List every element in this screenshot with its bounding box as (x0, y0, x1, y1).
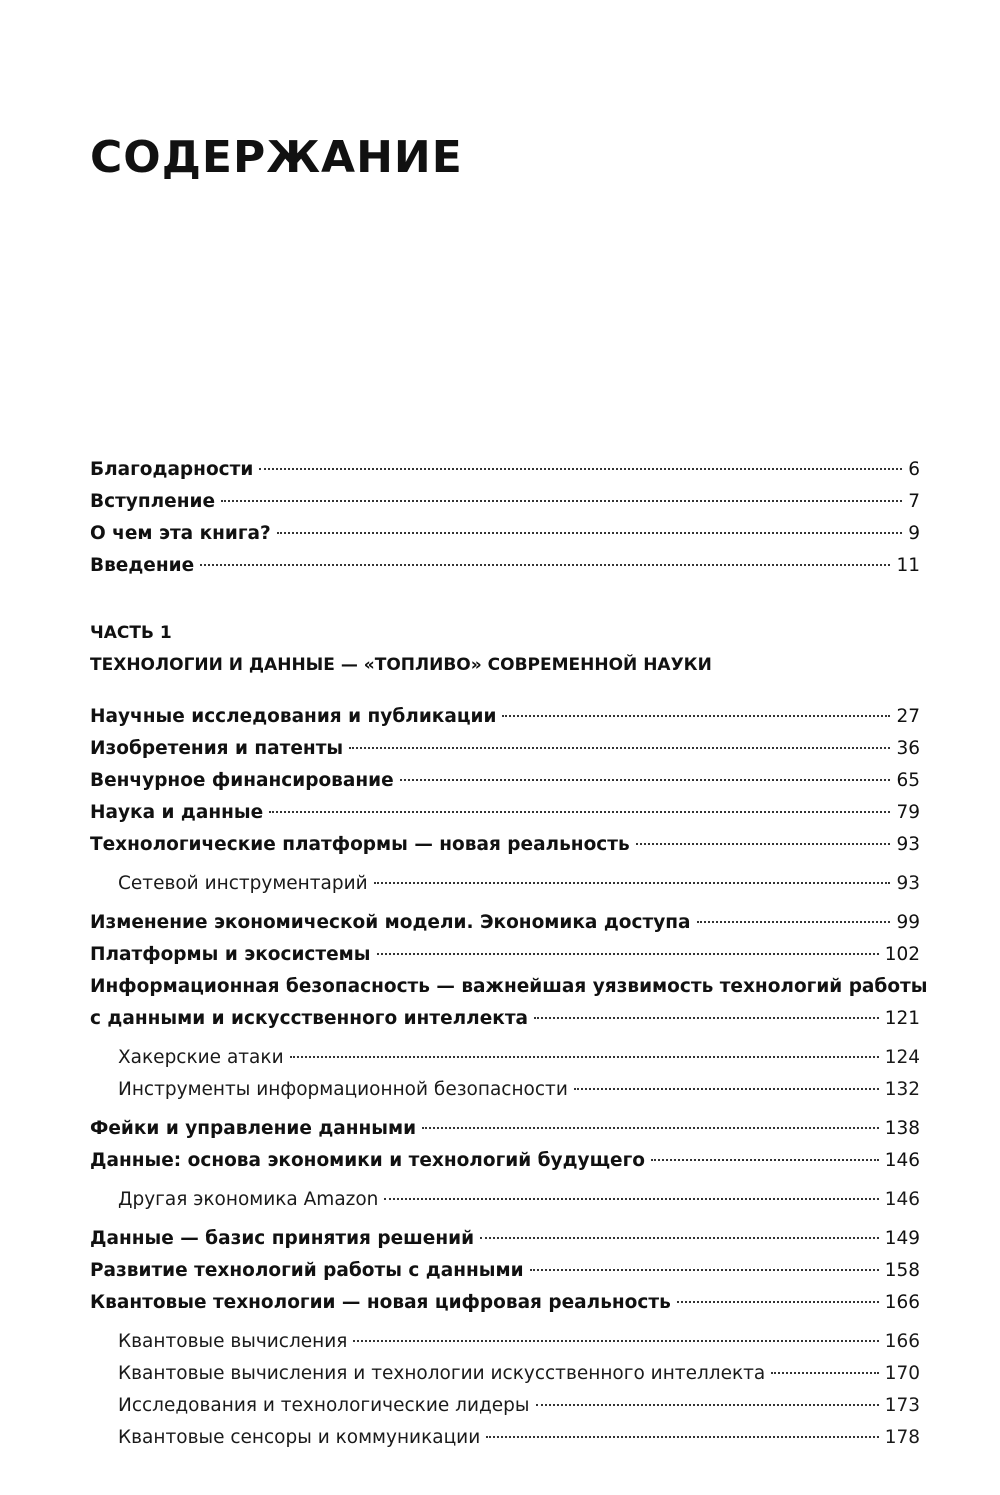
toc-entry-title: Технологические платформы — новая реальность (90, 834, 630, 855)
toc-entry-title: Инструменты информационной безопасности (118, 1079, 568, 1100)
toc-subentry[interactable] (90, 1188, 920, 1212)
toc-entry[interactable] (90, 1149, 920, 1173)
toc-entry-page: 173 (884, 1395, 920, 1416)
toc-entry-page: 6 (908, 459, 920, 480)
toc-entry-title: Сетевой инструментарий (118, 873, 368, 894)
toc-subentry[interactable] (90, 1426, 920, 1450)
toc-entry-title: с данными и искусственного интеллекта (90, 1008, 529, 1029)
toc-entry-page: 121 (884, 1008, 920, 1029)
toc-entry-page: 65 (896, 770, 920, 791)
toc-entry-title: Благодарности (90, 459, 254, 480)
toc-entry-title: Венчурное финансирование (90, 770, 394, 791)
dot-leader (480, 1237, 879, 1239)
toc-entry[interactable] (90, 1259, 920, 1283)
toc-entry-page: 27 (896, 706, 920, 727)
dot-leader (400, 779, 891, 781)
dot-leader (536, 1404, 879, 1406)
dot-leader (574, 1088, 879, 1090)
toc-entry[interactable] (90, 737, 920, 761)
toc-entry-page: 9 (908, 523, 920, 544)
toc-entry-title: Квантовые сенсоры и коммуникации (118, 1427, 481, 1448)
toc-entry[interactable] (90, 943, 920, 967)
part-1-entries (90, 705, 928, 1450)
dot-leader (353, 1340, 878, 1342)
dot-leader (349, 747, 890, 749)
part-heading (90, 622, 920, 686)
dot-leader (677, 1301, 879, 1303)
toc-entry[interactable] (90, 833, 920, 857)
toc-entry-page: 158 (884, 1260, 920, 1281)
toc-entry-page: 93 (896, 873, 920, 894)
toc-entry-title: Вступление (90, 491, 216, 512)
dot-leader (290, 1056, 879, 1058)
dot-leader (697, 921, 891, 923)
dot-leader (269, 811, 890, 813)
toc-entry[interactable] (90, 911, 920, 935)
toc-entry-page: 166 (884, 1331, 920, 1352)
dot-leader (534, 1017, 879, 1019)
toc-entry-page: 166 (884, 1292, 920, 1313)
toc-entry-title: Развитие технологий работы с данными (90, 1260, 524, 1281)
toc-subentry[interactable] (90, 1078, 920, 1102)
toc-entry-page: 138 (884, 1118, 920, 1139)
toc-entry-title: Наука и данные (90, 802, 264, 823)
toc-entry-title: Платформы и экосистемы (90, 944, 371, 965)
toc-subentry[interactable] (90, 1394, 920, 1418)
toc-entry-title: Изобретения и патенты (90, 738, 344, 759)
toc-entry[interactable] (90, 769, 920, 793)
dot-leader (374, 882, 891, 884)
toc-entry-page: 79 (896, 802, 920, 823)
toc-entry-page: 7 (908, 491, 920, 512)
toc-subentry[interactable] (90, 1362, 920, 1386)
toc-entry-title: Хакерские атаки (118, 1047, 284, 1068)
toc-entry-title: Введение (90, 555, 195, 576)
toc-entry-title-line1: Информационная безопасность — важнейшая уязвимость технологий работы (90, 976, 928, 997)
dot-leader (422, 1127, 879, 1129)
toc-entry-line2 (90, 1007, 920, 1031)
dot-leader (530, 1269, 879, 1271)
toc-entry-page: 102 (884, 944, 920, 965)
toc-entry[interactable] (90, 490, 920, 514)
toc-subentry[interactable] (90, 872, 920, 896)
dot-leader (277, 532, 902, 534)
toc-entry-page: 124 (884, 1047, 920, 1068)
toc-subentry[interactable] (90, 1330, 920, 1354)
toc-entry-page: 132 (884, 1079, 920, 1100)
toc-entry-title: Другая экономика Amazon (118, 1189, 379, 1210)
dot-leader (502, 715, 890, 717)
dot-leader (384, 1198, 878, 1200)
toc-entry[interactable] (90, 705, 920, 729)
front-matter-list (90, 458, 920, 578)
toc-entry-page: 11 (896, 555, 920, 576)
toc-entry-title: Научные исследования и публикации (90, 706, 497, 727)
toc-entry-title: Квантовые технологии — новая цифровая реальность (90, 1292, 671, 1313)
toc-entry[interactable] (90, 522, 920, 546)
dot-leader (486, 1436, 878, 1438)
toc-entry-page: 178 (884, 1427, 920, 1448)
toc-entry-page: 36 (896, 738, 920, 759)
toc-entry-page: 149 (884, 1228, 920, 1249)
toc-entry-page: 146 (884, 1150, 920, 1171)
toc-entry[interactable] (90, 554, 920, 578)
toc-entry-title: Исследования и технологические лидеры (118, 1395, 530, 1416)
toc-entry-title: Фейки и управление данными (90, 1118, 417, 1139)
dot-leader (377, 953, 879, 955)
toc-entry[interactable] (90, 801, 920, 825)
toc-entry-page: 170 (884, 1363, 920, 1384)
toc-entry-page: 93 (896, 834, 920, 855)
part-number: ЧАСТЬ 1 (90, 623, 172, 643)
part-title: ТЕХНОЛОГИИ И ДАННЫЕ — «ТОПЛИВО» СОВРЕМЕННОЙ НАУКИ (90, 655, 712, 675)
page-title: СОДЕРЖАНИЕ (90, 132, 463, 183)
toc-entry-title: Квантовые вычисления и технологии искусственного интеллекта (118, 1363, 766, 1384)
toc-entry-title: Данные: основа экономики и технологий будущего (90, 1150, 645, 1171)
toc-entry-title: Данные — базис принятия решений (90, 1228, 475, 1249)
dot-leader (651, 1159, 879, 1161)
toc-entry[interactable] (90, 458, 920, 482)
dot-leader (221, 500, 902, 502)
toc-entry-multiline[interactable] (90, 975, 928, 1031)
toc-entry-page: 99 (896, 912, 920, 933)
dot-leader (771, 1372, 878, 1374)
toc-entry-page: 146 (884, 1189, 920, 1210)
toc-entry-title: Квантовые вычисления (118, 1331, 348, 1352)
toc-entry-title: Изменение экономической модели. Экономика доступа (90, 912, 691, 933)
toc-entry[interactable] (90, 1227, 920, 1251)
toc-entry-title: О чем эта книга? (90, 523, 271, 544)
toc-subentry[interactable] (90, 1046, 920, 1070)
dot-leader (636, 843, 891, 845)
toc-entry[interactable] (90, 1291, 920, 1315)
dot-leader (259, 468, 902, 470)
dot-leader (200, 564, 890, 566)
toc-entry[interactable] (90, 1117, 920, 1141)
